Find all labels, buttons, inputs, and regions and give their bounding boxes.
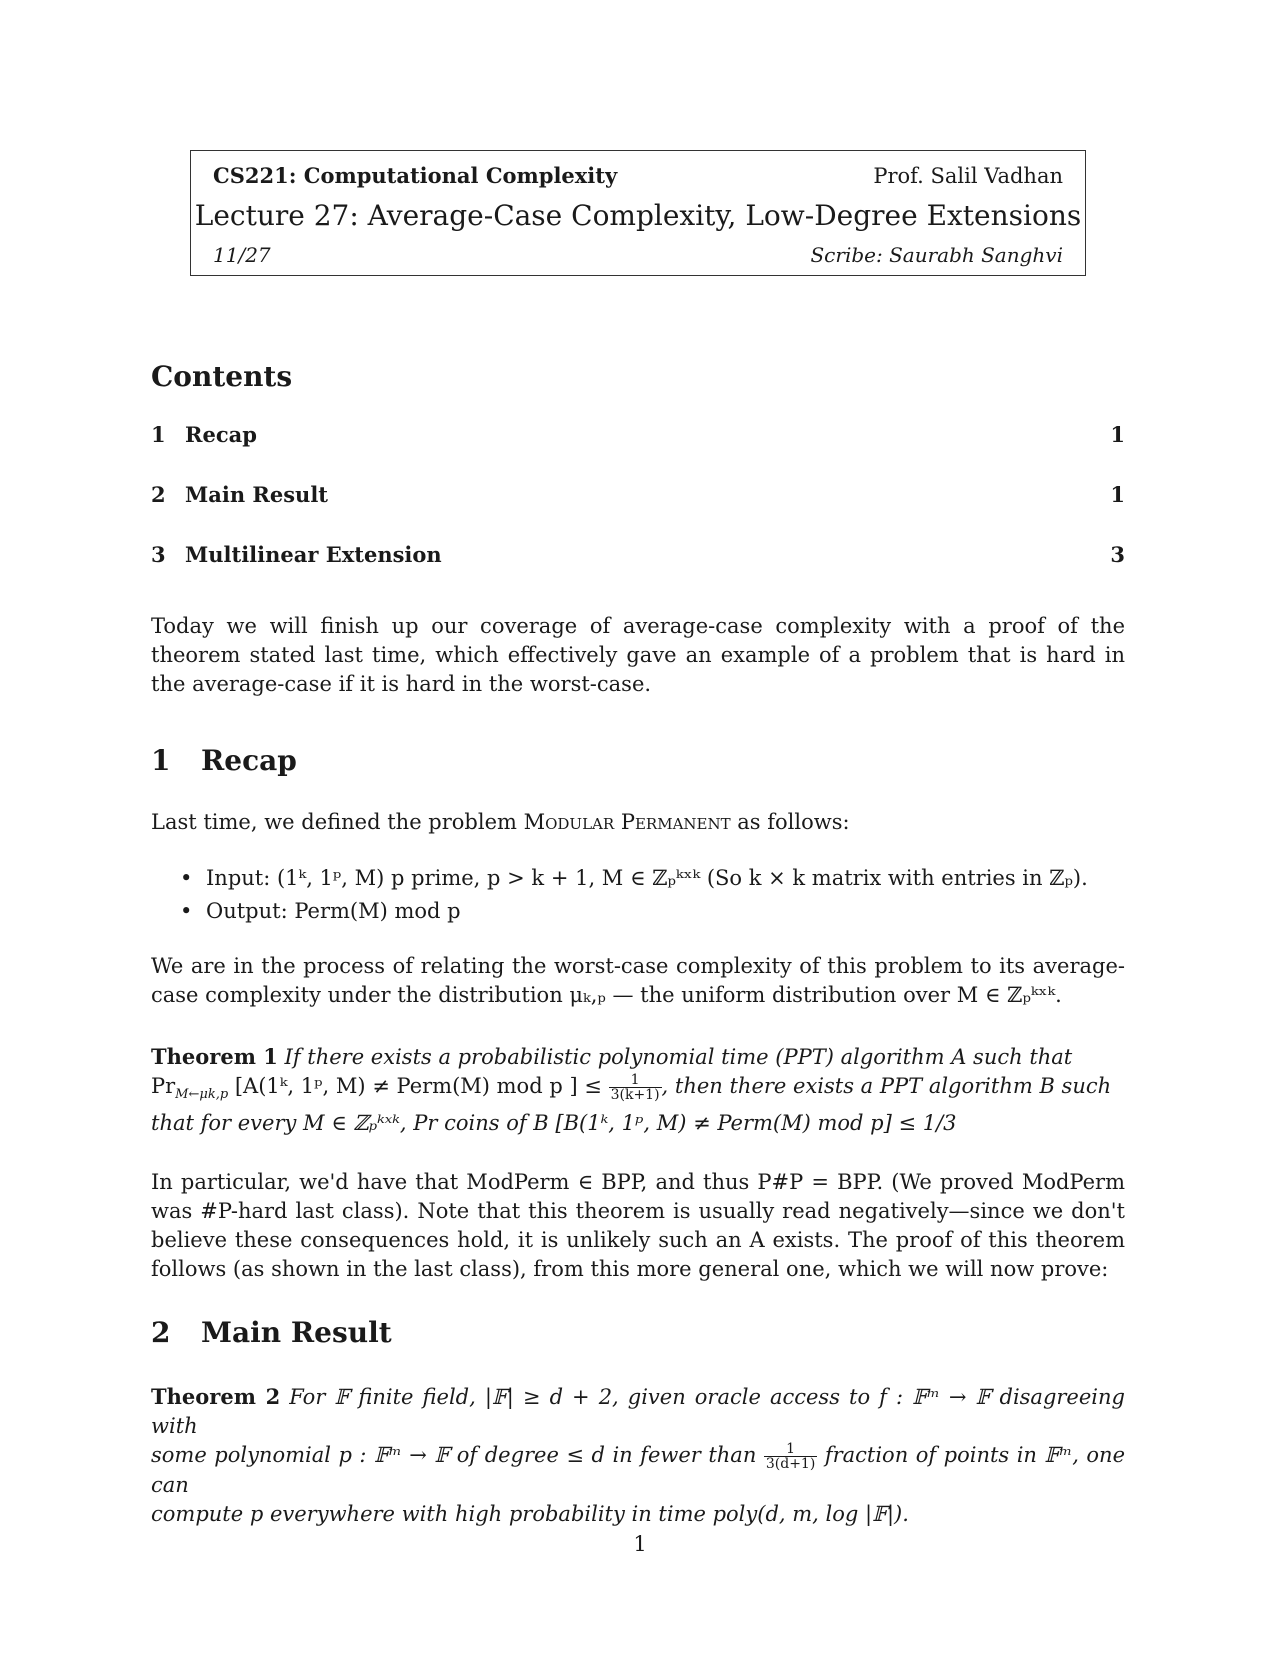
theorem-2-text-3: fraction of points in 𝔽ᵐ, one can <box>151 1443 1125 1497</box>
fraction <box>609 1073 662 1102</box>
recap-lead-paragraph <box>151 808 1125 837</box>
section-title: Main Result <box>201 1316 392 1349</box>
toc-entry-title: Multilinear Extension <box>185 542 442 567</box>
toc-entry-page: 1 <box>1110 482 1125 507</box>
toc-entry-multilinear-extension[interactable] <box>151 542 1125 567</box>
header-bottom-row <box>213 243 1063 267</box>
probability-expression: [A(1ᵏ, 1ᵖ, M) ≠ Perm(M) mod p ] ≤ <box>234 1074 602 1098</box>
fraction <box>764 1442 817 1471</box>
toc-entry-title: Main Result <box>185 482 328 507</box>
toc-entry-number: 1 <box>151 422 166 447</box>
intro-paragraph: Today we will finish up our coverage of average-case complexity with a proof of the theorem stated last time, which effectively gave an example of a problem that is hard in the average-case if it is hard in the worst-case. <box>151 614 1125 696</box>
section-1-heading <box>151 744 297 777</box>
list-item-output: • Output: Perm(M) mod p <box>180 895 1120 928</box>
problem-name: Modular Permanent <box>523 810 731 834</box>
toc-entry-page: 3 <box>1110 542 1125 567</box>
professor-name: Prof. Salil Vadhan <box>873 164 1063 188</box>
theorem-1-conclusion: , then there exists a PPT algorithm B such <box>661 1074 1112 1098</box>
toc-entry-page: 1 <box>1110 422 1125 447</box>
list-item-input: • Input: (1ᵏ, 1ᵖ, M) p prime, p > k + 1, M ∈ ℤₚᵏˣᵏ (So k × k matrix with entries in ℤₚ). <box>180 862 1120 895</box>
recap-lead-text: Last time, we defined the problem <box>151 810 524 834</box>
lecture-title: Lecture 27: Average-Case Complexity, Low-Degree Extensions <box>194 199 1082 232</box>
page-number: 1 <box>633 1532 647 1556</box>
section-2-heading <box>151 1316 392 1349</box>
toc-entry-recap[interactable] <box>151 422 1125 447</box>
toc-entry-title: Recap <box>185 422 257 447</box>
toc-entry-number: 3 <box>151 542 166 567</box>
theorem-1-line-1 <box>151 1042 1125 1072</box>
section-number: 2 <box>151 1316 171 1349</box>
section-number: 1 <box>151 744 171 777</box>
theorem-1-label: Theorem 1 <box>151 1044 278 1069</box>
theorem-1-line-2 <box>151 1072 1125 1109</box>
course-title: CS221: Computational Complexity <box>213 163 618 188</box>
probability-subscript: M←μk,p <box>175 1087 229 1103</box>
fraction-numerator: 1 <box>609 1073 662 1088</box>
theorem-2-line-1 <box>151 1382 1125 1441</box>
lecture-header-box <box>190 150 1086 276</box>
theorem-2-text: For 𝔽 finite field, |𝔽| ≥ d + 2, given oracle access to f : 𝔽ᵐ → 𝔽 disagreeing with <box>151 1385 1125 1438</box>
toc-entry-number: 2 <box>151 482 166 507</box>
theorem-1-line-3: that for every M ∈ ℤₚᵏˣᵏ, Pr coins of B [B(1ᵏ, 1ᵖ, M) ≠ Perm(M) mod p] ≤ 1/3 <box>151 1111 957 1136</box>
theorem-2-text-2: some polynomial p : 𝔽ᵐ → 𝔽 of degree ≤ d in fewer than <box>151 1443 757 1467</box>
fraction-numerator: 1 <box>764 1442 817 1457</box>
header-top-row <box>213 163 1063 188</box>
theorem-1-text: If there exists a probabilistic polynomial time (PPT) algorithm A such that <box>284 1045 1073 1069</box>
theorem-2-line-3: compute p everywhere with high probability in time poly(d, m, log |𝔽|). <box>151 1502 909 1526</box>
section-title: Recap <box>201 744 297 777</box>
theorem-2 <box>151 1382 1125 1529</box>
recap-distribution-paragraph: We are in the process of relating the worst-case complexity of this problem to its average-case complexity under the distribution μₖ,ₚ — the uniform distribution over M ∈ ℤₚᵏˣᵏ. <box>151 954 1125 1007</box>
scribe-name: Scribe: Saurabh Sanghvi <box>810 243 1063 267</box>
lecture-date: 11/27 <box>213 243 271 267</box>
fraction-denominator: 3(d+1) <box>765 1456 816 1472</box>
theorem-2-label: Theorem 2 <box>151 1384 281 1409</box>
consequence-paragraph: In particular, we'd have that ModPerm ∈ BPP, and thus P#P = BPP. (We proved ModPerm was #P-hard last class). Note that this theorem is usually read negatively—since we don't believe these consequences hold, it is unlikely such an A exists. The proof of this theorem follows (as shown in the last class), from this more general one, which we will now prove: <box>151 1170 1125 1281</box>
contents-heading: Contents <box>151 360 293 393</box>
toc-entry-main-result[interactable] <box>151 482 1125 507</box>
recap-lead-text-end: as follows: <box>730 810 850 834</box>
problem-definition-list <box>180 862 1120 928</box>
probability-symbol: Pr <box>151 1074 176 1098</box>
theorem-1 <box>151 1042 1125 1138</box>
fraction-denominator: 3(k+1) <box>610 1087 660 1103</box>
theorem-2-line-2 <box>151 1441 1125 1500</box>
